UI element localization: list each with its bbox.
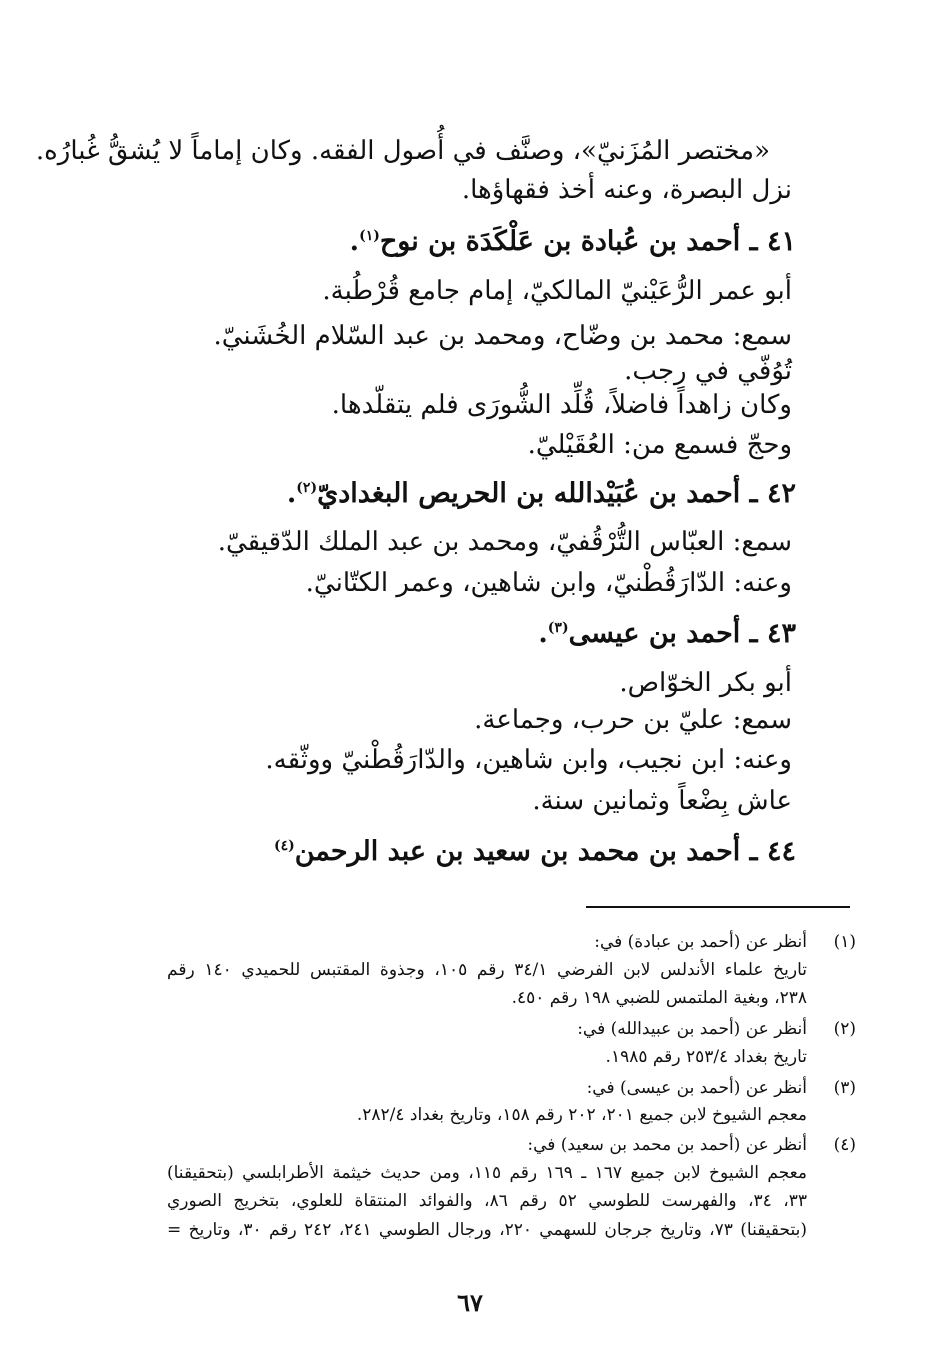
body-line: «مختصر المُزَنيّ»، وصنَّف في أُصول الفقه. وكان إماماً لا يُشقُّ غُبارُه. [35,136,770,166]
page-number: ٦٧ [457,1288,483,1317]
entry-line: وحجّ فسمع من: العُقَيْليّ. [527,430,792,460]
footnote-line: ٣٣، ٣٤، والفهرست للطوسي ٥٢ رقم ٨٦، والفوائد المنتقاة للعلوي، بتخريج الصوري [167,1191,808,1211]
footnote-ref: (١) [359,228,380,244]
footnote-line: أنظر عن (أحمد بن عيسى) في: [586,1078,807,1098]
footnote-number: (٢) [833,1019,856,1039]
entry-heading-text: ٤٢ ـ أحمد بن عُبَيْدالله بن الحريص البغداديّ [317,478,796,509]
footnote-line: تاريخ بغداد ٢٥٣/٤ رقم ١٩٨٥. [605,1047,807,1067]
footnote-line: معجم الشيوخ لابن جميع ١٦٧ ـ ١٦٩ رقم ١١٥، ومن حديث خيثمة الأطرابلسي (بتحقيقنا) [167,1163,807,1183]
footnote-number: (٤) [833,1135,856,1155]
footnote-line: معجم الشيوخ لابن جميع ٢٠١، ٢٠٢ رقم ١٥٨، وتاريخ بغداد ٢٨٢/٤. [356,1105,807,1125]
footnote-ref: (٢) [296,480,318,496]
entry-heading-end: . [286,478,297,509]
footnote-ref: (٣) [547,620,569,636]
entry-line: سمع: محمد بن وضّاح، ومحمد بن عبد السّلام الخُشَنيّ. [213,321,792,351]
entry-heading-text: ٤٤ ـ أحمد بن محمد بن سعيد بن عبد الرحمن [294,836,796,867]
footnote-number: (١) [833,932,856,952]
entry-line: تُوُفّي في رجب. [624,356,792,386]
footnote-line: ٢٣٨، وبغية الملتمس للضبي ١٩٨ رقم ٤٥٠. [511,988,807,1008]
entry-heading-end: . [349,226,360,257]
entry-heading-text: ٤٣ ـ أحمد بن عيسى [568,618,796,649]
entry-line: وعنه: الدّارَقُطْنيّ، وابن شاهين، وعمر الكتّانيّ. [305,568,792,598]
footnote-line: أنظر عن (أحمد بن عبادة) في: [594,932,807,952]
entry-line: أبو عمر الرُّعَيْنيّ المالكيّ، إمام جامع قُرْطُبة. [322,276,792,306]
entry-line: أبو بكر الخوّاص. [619,668,792,698]
footnote-line: أنظر عن (أحمد بن عبيدالله) في: [577,1019,807,1039]
entry-line: وعنه: ابن نجيب، وابن شاهين، والدّارَقُطْنيّ ووثّقه. [265,745,792,775]
entry-line: سمع: العبّاس التُّرْقُفيّ، ومحمد بن عبد الملك الدّقيقيّ. [217,527,792,557]
entry-heading [274,836,796,867]
entry-line: سمع: عليّ بن حرب، وجماعة. [474,705,792,735]
entry-heading-text: ٤١ ـ أحمد بن عُبادة بن عَلْكَدَة بن نوح [379,226,796,257]
entry-heading-end: . [538,618,548,649]
body-line: نزل البصرة، وعنه أخذ فقهاؤها. [461,175,792,205]
entry-line: وكان زاهداً فاضلاً، قُلِّد الشُّورَى فلم يتقلّدها. [331,390,792,420]
footnote-ref: (٤) [273,838,295,854]
entry-heading [538,618,796,649]
entry-line: عاش بِضْعاً وثمانين سنة. [532,786,792,816]
footnote-number: (٣) [833,1078,856,1098]
footnote-line: (بتحقيقنا) ٧٣، وتاريخ جرجان للسهمي ٢٢٠، ورجال الطوسي ٢٤١، ٢٤٢ رقم ٣٠، وتاريخ = [167,1220,807,1240]
entry-heading [350,226,796,257]
entry-heading [287,478,796,509]
footnote-line: أنظر عن (أحمد بن محمد بن سعيد) في: [527,1135,807,1155]
footnote-separator [586,906,850,908]
footnote-line: تاريخ علماء الأندلس لابن الفرضي ٣٤/١ رقم ١٠٥، وجذوة المقتبس للحميدي ١٤٠ رقم [167,960,807,980]
